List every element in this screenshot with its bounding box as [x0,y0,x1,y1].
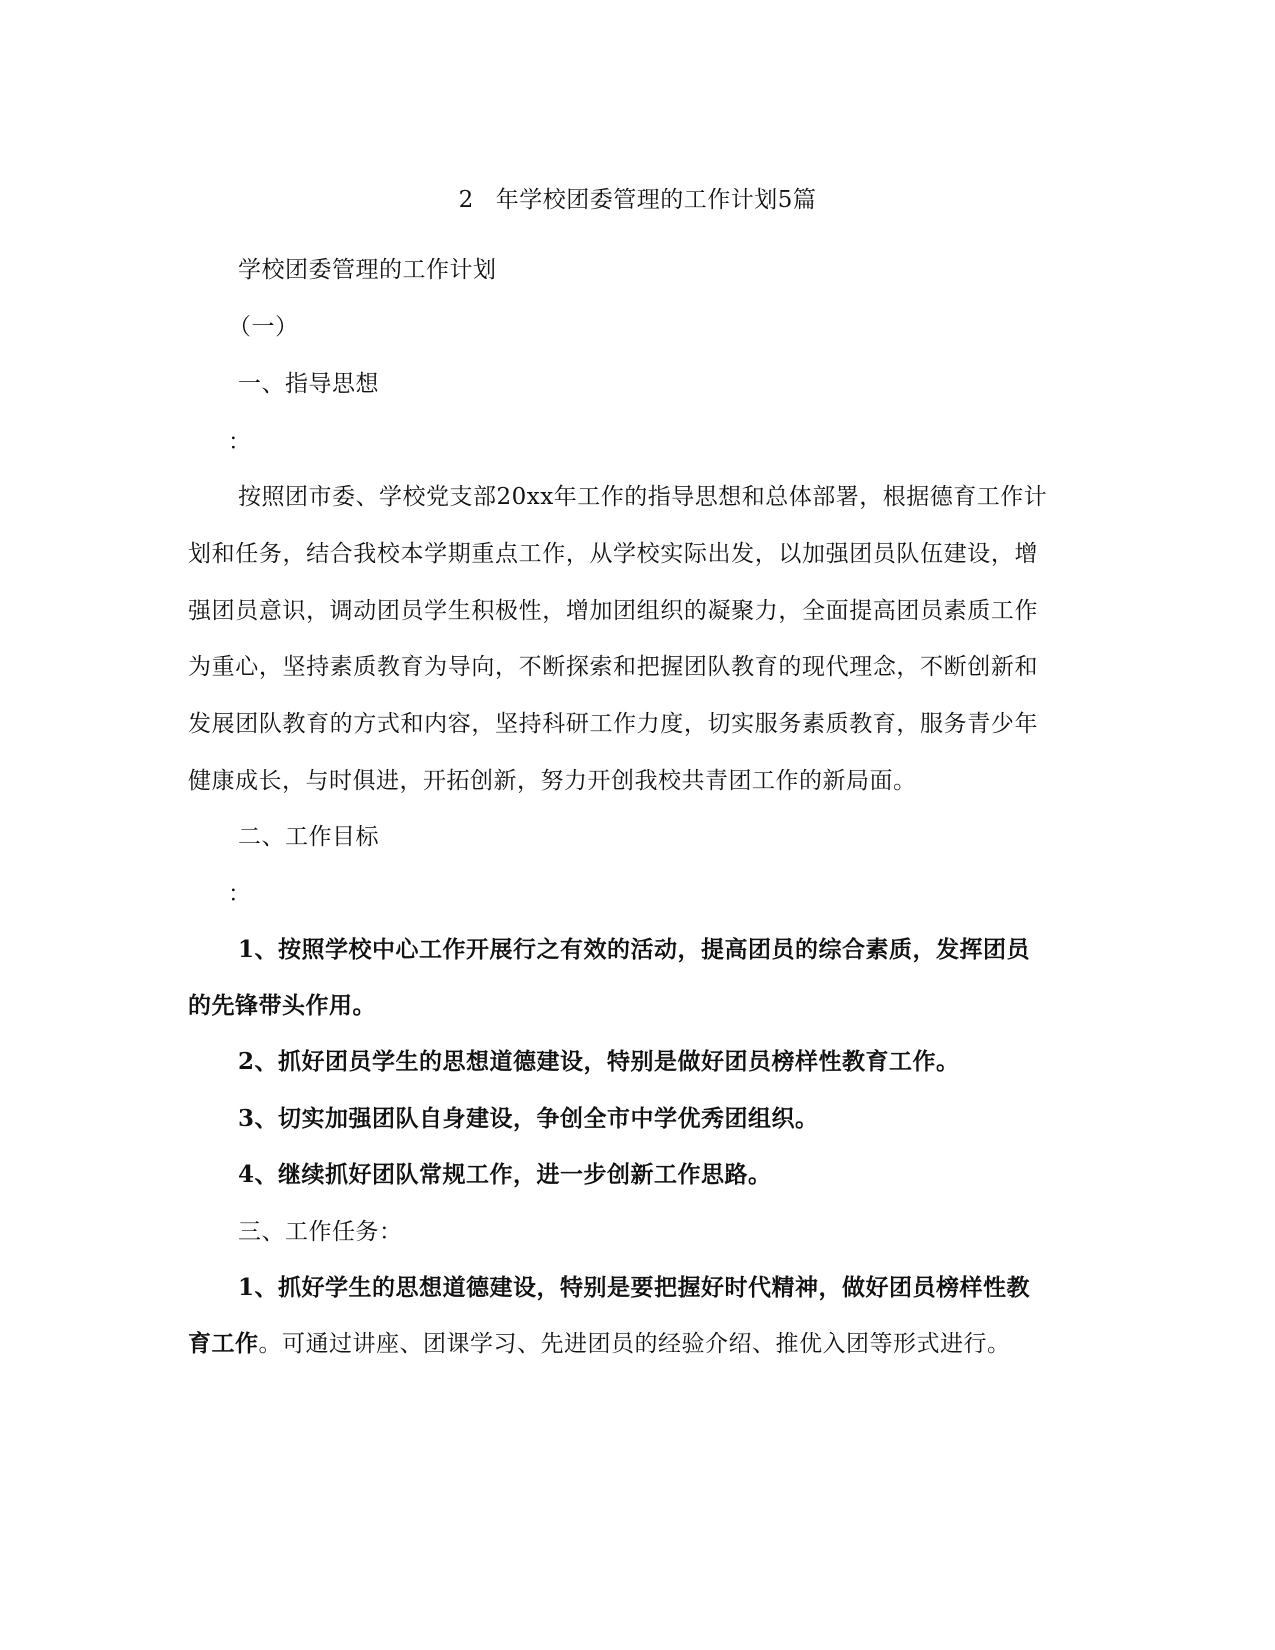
task-item-continuation [188,1329,1011,1359]
task-item-rest: 。可通过讲座、团课学习、先进团员的经验介绍、推优入团等形式进行。 [258,1331,1011,1357]
section1-heading: 一、指导思想 [238,371,379,397]
section1-paragraph-line: 强团员意识，调动团员学生积极性，增加团组织的凝聚力，全面提高团员素质工作 [188,598,1038,624]
title-text: 年学校团委管理的工作计划5篇 [495,187,817,213]
goal-item: 4、继续抓好团队常规工作，进一步创新工作思路。 [238,1161,772,1188]
section1-paragraph-line: 发展团队教育的方式和内容，坚持科研工作力度，切实服务素质教育，服务青少年 [188,711,1038,737]
task-item: 1、抓好学生的思想道德建设，特别是要把握好时代精神，做好团员榜样性教 [238,1274,1031,1301]
section1-colon: ： [228,429,252,455]
goal-item: 3、切实加强团队自身建设，争创全市中学优秀团组织。 [238,1105,819,1132]
goal-item: 的先锋带头作用。 [188,992,376,1019]
section1-paragraph-line: 按照团市委、学校党支部20xx年工作的指导思想和总体部署，根据德育工作计 [238,484,1048,510]
goal-item: 1、按照学校中心工作开展行之有效的活动，提高团员的综合素质，发挥团员 [238,936,1031,963]
section1-paragraph-line: 为重心，坚持素质教育为导向，不断探索和把握团队教育的现代理念，不断创新和 [188,654,1038,680]
section1-paragraph-line: 划和任务，结合我校本学期重点工作，从学校实际出发，以加强团员队伍建设，增 [188,541,1038,567]
section2-heading: 二、工作目标 [238,824,379,850]
subtitle: 学校团委管理的工作计划 [238,257,497,283]
goal-item: 2、抓好团员学生的思想道德建设，特别是做好团员榜样性教育工作。 [238,1048,960,1075]
section1-paragraph-line: 健康成长，与时俱进，开拓创新，努力开创我校共青团工作的新局面。 [188,768,917,794]
part-marker: （一） [228,314,299,340]
section2-colon: ： [228,881,252,907]
section3-heading: 三、工作任务： [238,1219,403,1245]
task-item-bold-part: 育工作 [188,1330,259,1357]
title-number: 2 [458,187,474,213]
document-title [0,185,1275,215]
